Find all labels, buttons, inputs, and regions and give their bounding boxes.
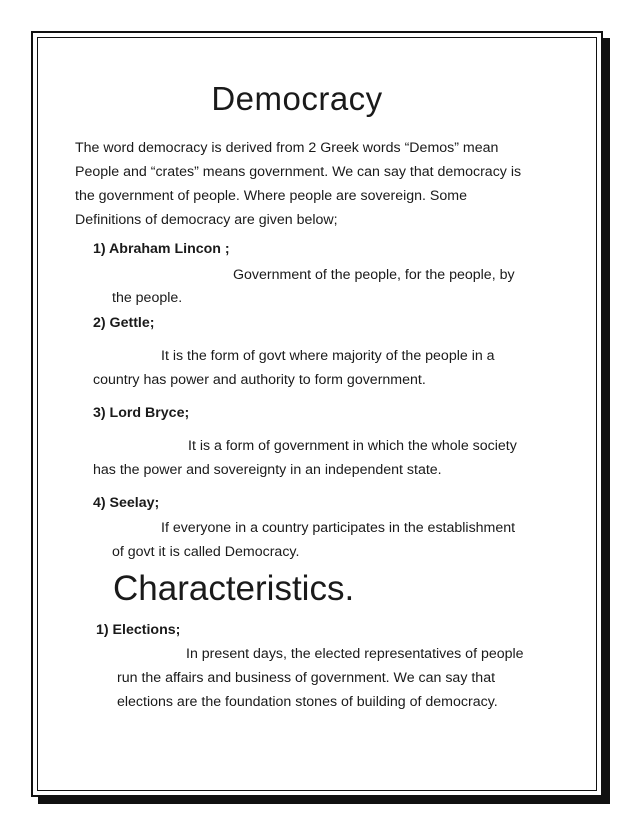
characteristic-text: elections are the foundation stones of building of democracy.	[117, 694, 498, 710]
definition-text: It is a form of government in which the whole society	[188, 438, 517, 454]
definition-heading-seelay: 4) Seelay;	[93, 495, 160, 511]
section-heading-characteristics: Characteristics.	[113, 569, 355, 608]
definition-text: has the power and sovereignty in an independent state.	[93, 462, 442, 478]
intro-line-4: Definitions of democracy are given below;	[75, 212, 338, 228]
definition-text: country has power and authority to form government.	[93, 372, 426, 388]
definition-text: If everyone in a country participates in the establishment	[161, 520, 516, 536]
characteristic-text: In present days, the elected representatives of people	[186, 646, 524, 662]
definition-heading-gettle: 2) Gettle;	[93, 315, 155, 331]
definition-text: of govt it is called Democracy.	[112, 544, 300, 560]
intro-line-2: People and “crates” means government. We can say that democracy is	[75, 164, 522, 180]
definition-text: It is the form of govt where majority of the people in a	[161, 348, 495, 364]
intro-line-3: the government of people. Where people are sovereign. Some	[75, 188, 467, 204]
intro-line-1: The word democracy is derived from 2 Greek words “Demos” mean	[75, 140, 499, 156]
definition-text: Government of the people, for the people, by	[233, 267, 515, 283]
characteristic-heading-elections: 1) Elections;	[96, 622, 181, 638]
characteristic-text: run the affairs and business of government. We can say that	[117, 670, 496, 686]
definition-heading-bryce: 3) Lord Bryce;	[93, 405, 190, 421]
page-title: Democracy	[211, 80, 383, 117]
definition-text: the people.	[112, 290, 183, 306]
definition-heading-lincoln: 1) Abraham Lincon ;	[93, 241, 230, 257]
